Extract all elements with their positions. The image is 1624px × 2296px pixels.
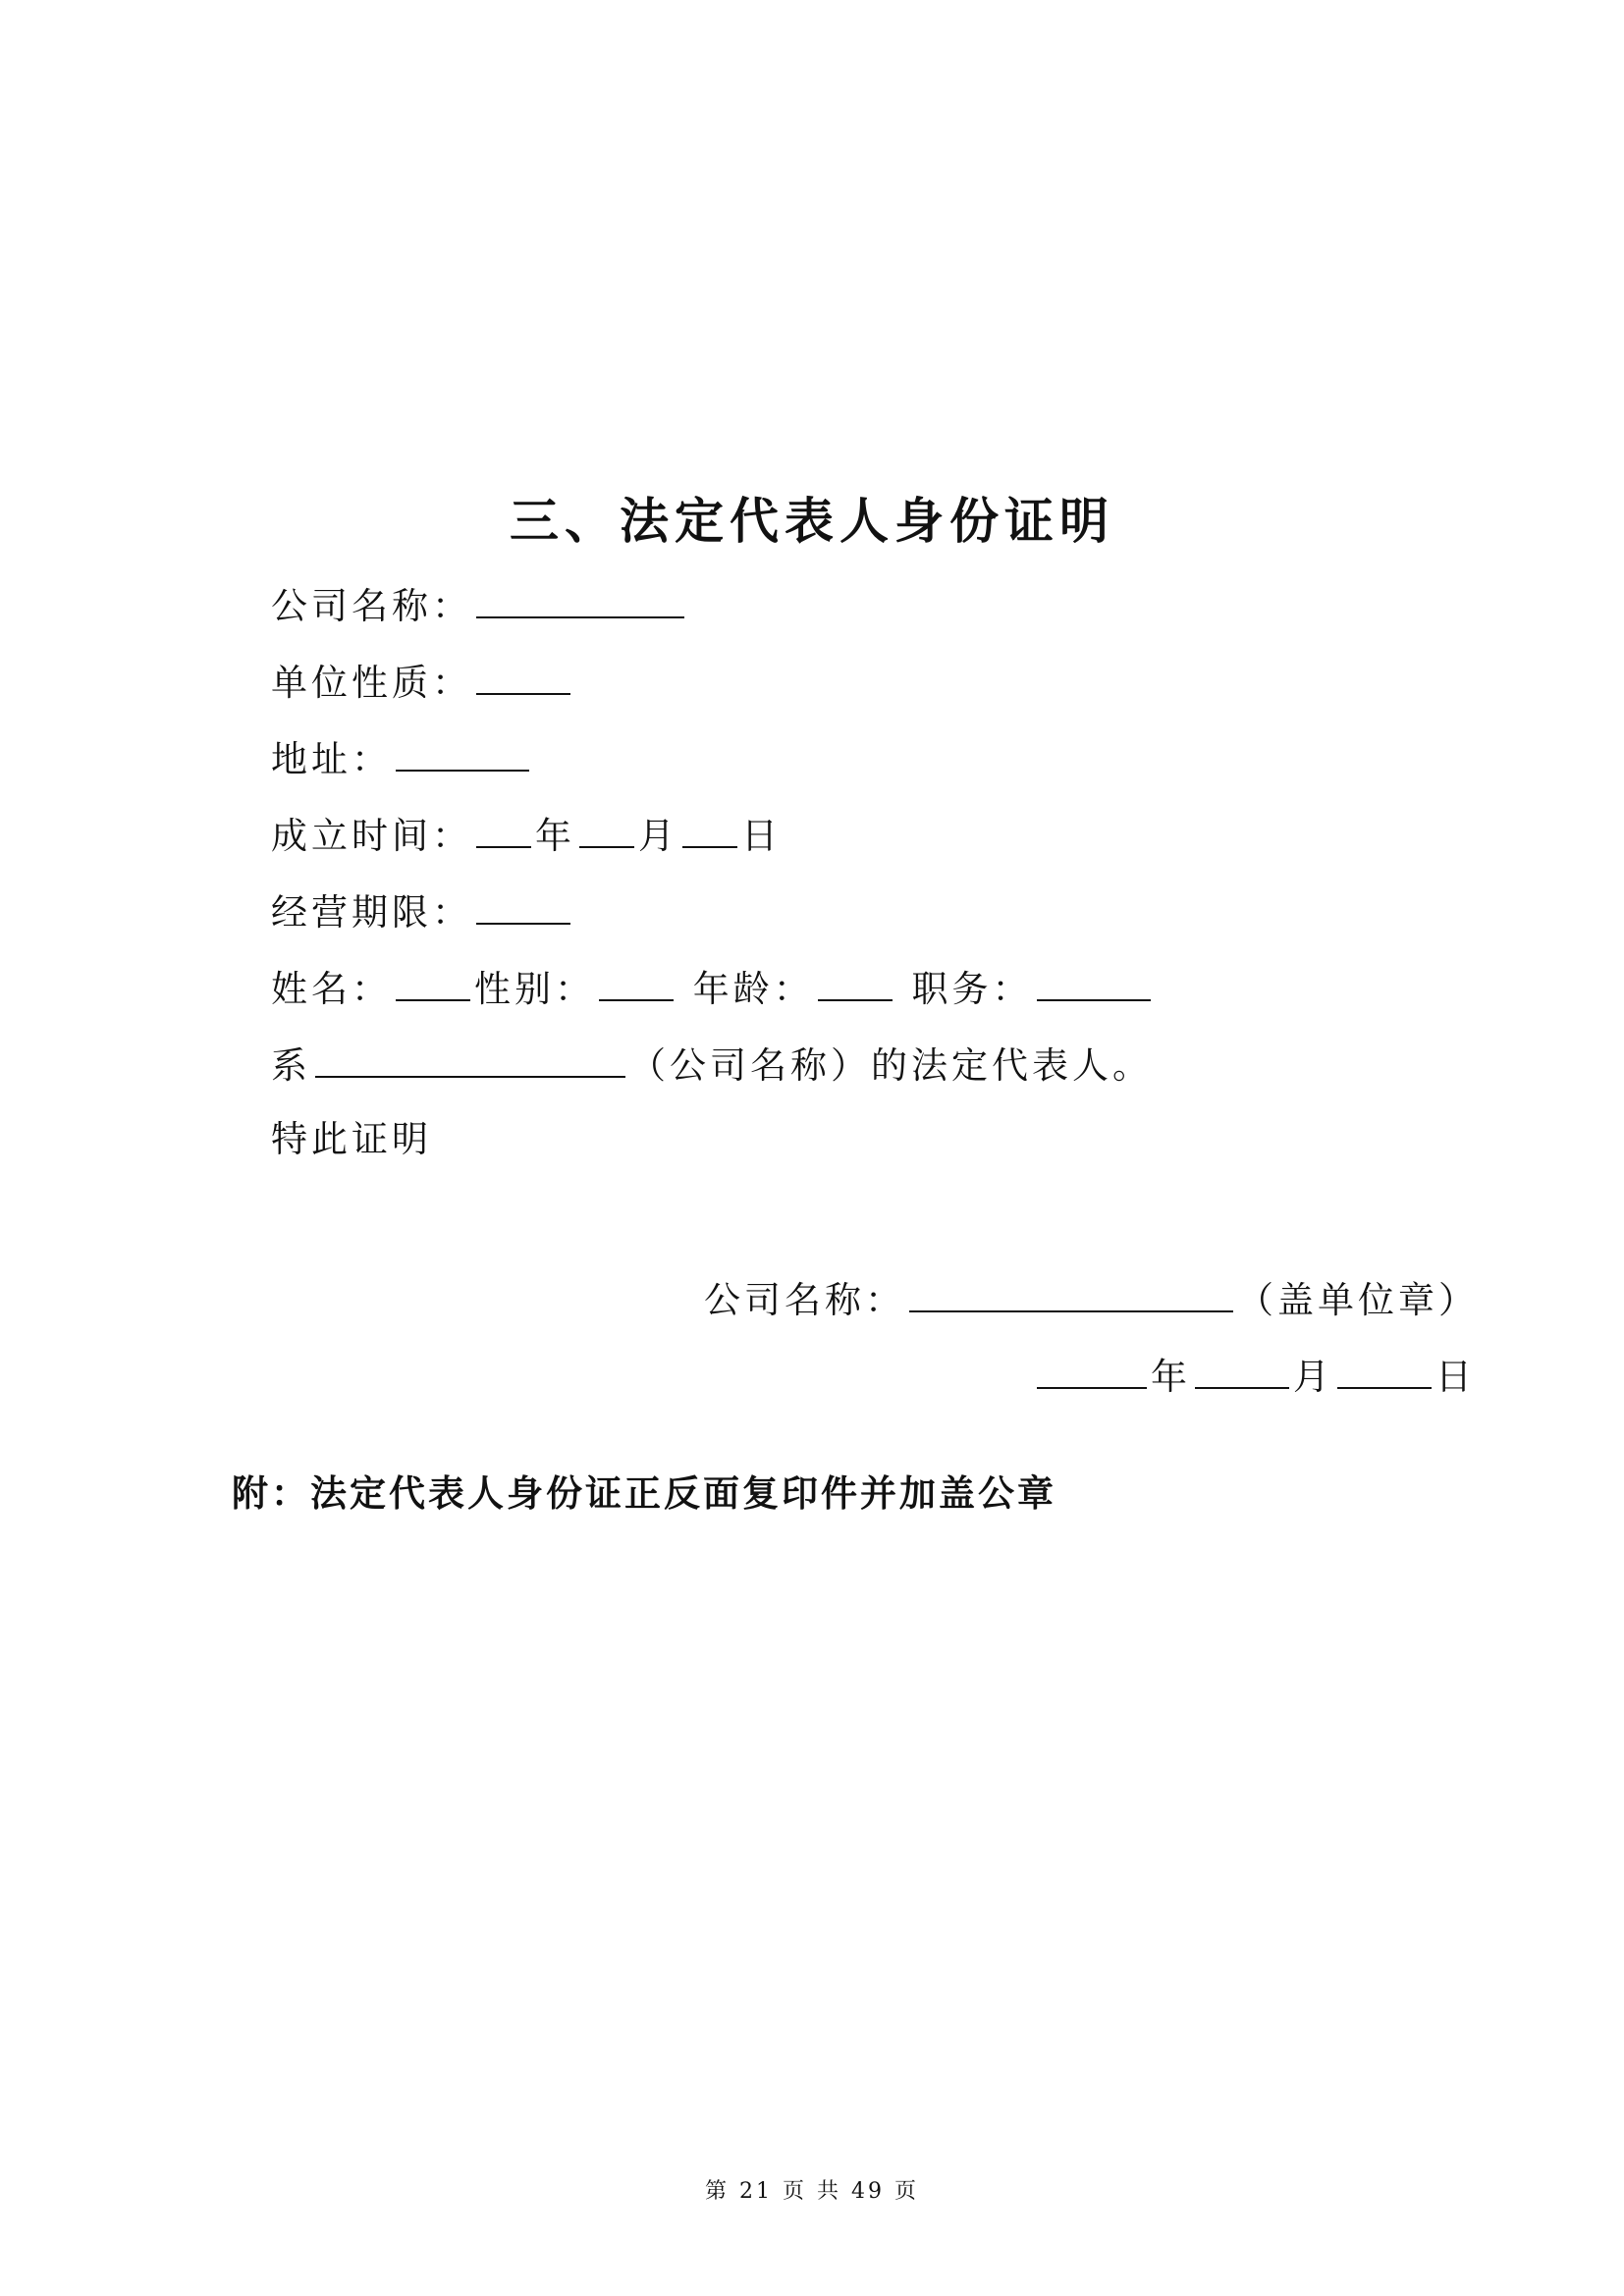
signature-day-char: 日 <box>1435 1356 1476 1398</box>
signature-company-label: 公司名称： <box>704 1279 905 1321</box>
company-name-label: 公司名称： <box>271 585 472 627</box>
signature-day-blank[interactable] <box>1337 1350 1432 1389</box>
established-label: 成立时间： <box>271 815 472 857</box>
footer-prefix: 第 <box>704 2179 730 2204</box>
footer-suffix: 页 <box>894 2179 920 2204</box>
address-label: 地址： <box>271 738 392 780</box>
established-month-blank[interactable] <box>579 809 634 848</box>
signature-year-blank[interactable] <box>1037 1350 1147 1389</box>
footer-middle: 页 共 <box>783 2179 841 2204</box>
term-label: 经营期限： <box>271 891 472 934</box>
signature-company-blank[interactable] <box>909 1273 1233 1312</box>
representative-company-blank[interactable] <box>315 1039 625 1078</box>
established-row <box>271 809 782 861</box>
established-month-char: 月 <box>638 815 678 857</box>
unit-nature-label: 单位性质： <box>271 662 472 704</box>
term-blank[interactable] <box>476 885 570 925</box>
page-footer <box>0 2177 1624 2207</box>
personal-info-row <box>271 962 1155 1014</box>
name-label: 姓名： <box>271 968 392 1010</box>
certify-text: 特此证明 <box>271 1118 432 1160</box>
established-day-blank[interactable] <box>682 809 737 848</box>
signature-year-char: 年 <box>1151 1356 1191 1398</box>
address-blank[interactable] <box>396 732 529 772</box>
signature-month-blank[interactable] <box>1195 1350 1289 1389</box>
position-label: 职务： <box>911 968 1033 1010</box>
footer-total-pages: 49 <box>851 2179 885 2204</box>
document-title: 三、法定代表人身份证明 <box>510 493 1114 550</box>
gender-label: 性别： <box>474 968 595 1010</box>
seal-note: （盖单位章） <box>1237 1279 1479 1321</box>
is-prefix: 系 <box>271 1044 311 1087</box>
age-blank[interactable] <box>818 962 893 1001</box>
company-name-row <box>271 579 688 631</box>
established-day-char: 日 <box>741 815 782 857</box>
footer-page-number: 21 <box>739 2179 773 2204</box>
established-year-blank[interactable] <box>476 809 531 848</box>
signature-date-row <box>1033 1350 1476 1402</box>
is-suffix: （公司名称）的法定代表人。 <box>629 1044 1153 1087</box>
gender-blank[interactable] <box>599 962 674 1001</box>
address-row <box>271 732 533 784</box>
representative-row <box>271 1039 1153 1091</box>
unit-nature-row <box>271 656 574 708</box>
attachment-note: 附：法定代表人身份证正反面复印件并加盖公章 <box>232 1472 1056 1515</box>
signature-month-char: 月 <box>1293 1356 1333 1398</box>
company-name-blank[interactable] <box>476 579 684 618</box>
signature-company-row <box>704 1273 1479 1325</box>
position-blank[interactable] <box>1037 962 1151 1001</box>
established-year-char: 年 <box>535 815 575 857</box>
age-label: 年龄： <box>692 968 814 1010</box>
unit-nature-blank[interactable] <box>476 656 570 695</box>
name-blank[interactable] <box>396 962 470 1001</box>
term-row <box>271 885 574 937</box>
